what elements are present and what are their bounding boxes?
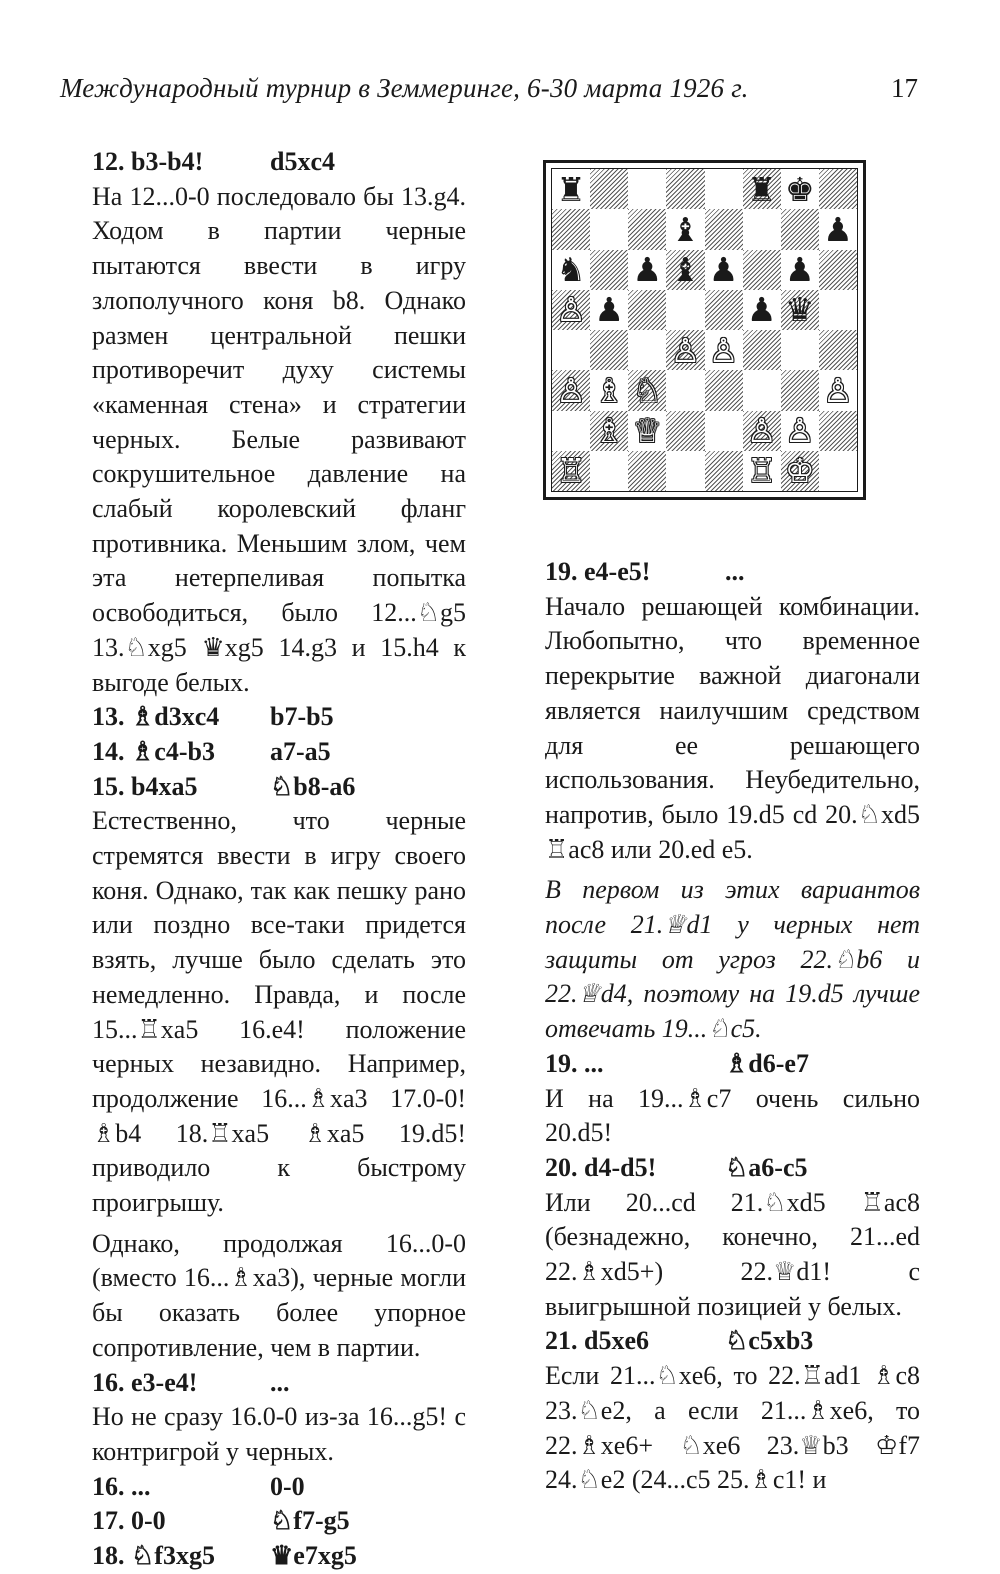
running-header bbox=[60, 70, 918, 106]
chess-piece-glyph: ♟ bbox=[708, 250, 739, 290]
chess-piece-a6 bbox=[552, 250, 590, 290]
chess-piece-glyph: ♙ bbox=[670, 330, 701, 370]
move-line bbox=[92, 1539, 466, 1574]
chess-piece-glyph: ♙ bbox=[556, 370, 586, 410]
board-square-e5 bbox=[705, 290, 743, 330]
move-line bbox=[92, 145, 466, 180]
chess-piece-f8 bbox=[743, 169, 781, 209]
board-square-g4 bbox=[781, 330, 819, 370]
board-square-c1 bbox=[628, 451, 666, 491]
board-square-h1 bbox=[819, 451, 857, 491]
board-square-c4 bbox=[628, 330, 666, 370]
chess-piece-glyph: ♝ bbox=[670, 209, 701, 249]
board-square-f6 bbox=[743, 250, 781, 290]
header-title: Международный турнир в Земмеринге, 6-30 марта 1926 г. bbox=[60, 73, 749, 103]
board-square-h5 bbox=[819, 290, 857, 330]
black-move: ♘f7-g5 bbox=[270, 1506, 350, 1536]
chess-piece-g2 bbox=[781, 411, 819, 451]
chess-piece-a8 bbox=[552, 169, 590, 209]
move-line bbox=[92, 770, 466, 805]
chess-piece-glyph: ♙ bbox=[746, 411, 777, 451]
move-line bbox=[92, 700, 466, 735]
board-square-h4 bbox=[819, 330, 857, 370]
white-move: 17. 0-0 bbox=[92, 1506, 166, 1536]
chess-piece-glyph: ♛ bbox=[785, 290, 815, 330]
chess-piece-e6 bbox=[705, 250, 743, 290]
board-square-e8 bbox=[705, 169, 743, 209]
board-square-h6 bbox=[819, 250, 857, 290]
board-square-h2 bbox=[819, 411, 857, 451]
move-line bbox=[545, 1151, 920, 1186]
chess-piece-glyph: ♕ bbox=[632, 411, 663, 451]
italic-commentary: В первом из этих вариантов после 21.♕d1 у черных нет защиты от угроз 22.♘b6 и 22.♕d4, поэтому на 19.d5 лучше отвечать 19...♘c5. bbox=[545, 875, 920, 1044]
chess-piece-g1 bbox=[781, 451, 819, 491]
commentary-paragraph: На 12...0-0 последовало бы 13.g4. Ходом в партии черные пытаются ввести в игру злополучного коня b8. Однако размен центральной пешки противоречит духу системы «каменная стена» и стратегии черных. Белые развивают сокрушительное давление на слабый королевский фланг противника. Меньшим злом, чем эта нетерпеливая попытка освободиться, было 12...♘g5 13.♘xg5 ♛xg5 14.g3 и 15.h4 к выгоде белых. bbox=[92, 181, 466, 697]
board-square-a4 bbox=[552, 330, 590, 370]
black-move: a7-a5 bbox=[270, 736, 331, 766]
chess-piece-c3 bbox=[628, 370, 666, 410]
board-square-d8 bbox=[666, 169, 704, 209]
black-move: ♗d6-e7 bbox=[725, 1048, 809, 1078]
chess-piece-b5 bbox=[590, 290, 628, 330]
chess-piece-glyph: ♟ bbox=[632, 250, 663, 290]
white-move: 13. ♗d3xc4 bbox=[92, 702, 220, 732]
board-square-g7 bbox=[781, 209, 819, 249]
chess-piece-d4 bbox=[666, 330, 704, 370]
board-square-e1 bbox=[705, 451, 743, 491]
move-line bbox=[545, 1324, 920, 1359]
chess-piece-g5 bbox=[781, 290, 819, 330]
chess-piece-g8 bbox=[781, 169, 819, 209]
black-move: ♘b8-a6 bbox=[270, 771, 356, 801]
move-line bbox=[92, 1366, 466, 1401]
black-move: ♘c5xb3 bbox=[725, 1326, 814, 1356]
board-square-g3 bbox=[781, 370, 819, 410]
chess-piece-f1 bbox=[743, 451, 781, 491]
chess-piece-g6 bbox=[781, 250, 819, 290]
board-square-d1 bbox=[666, 451, 704, 491]
chess-piece-glyph: ♙ bbox=[785, 411, 815, 451]
move-line bbox=[92, 1504, 466, 1539]
black-move: 0-0 bbox=[270, 1471, 305, 1501]
commentary-paragraph: Начало решающей комбинации. Любопытно, что временное перекрытие важной диагонали является наилучшим средством для ее решающего использования. Неубедительно, напротив, было 19.d5 cd 20.♘xd5 ♖ac8 или 20.ed e5. bbox=[545, 591, 920, 864]
chess-piece-d6 bbox=[666, 250, 704, 290]
right-column bbox=[545, 555, 920, 1498]
chess-piece-glyph: ♟ bbox=[785, 250, 815, 290]
page-number: 17 bbox=[891, 73, 918, 103]
chess-piece-b2 bbox=[590, 411, 628, 451]
white-move: 15. b4xa5 bbox=[92, 771, 198, 801]
chess-piece-glyph: ♞ bbox=[556, 250, 586, 290]
chess-piece-glyph: ♝ bbox=[670, 250, 701, 290]
board-square-b4 bbox=[590, 330, 628, 370]
chess-piece-h7 bbox=[819, 209, 857, 249]
commentary-paragraph: Или 20...cd 21.♘xd5 ♖ac8 (безнадежно, конечно, 21...ed 22.♗xd5+) 22.♕d1! с выигрышной позицией у белых. bbox=[545, 1187, 920, 1321]
board-square-h8 bbox=[819, 169, 857, 209]
white-move: 19. e4-e5! bbox=[545, 557, 651, 586]
chess-piece-glyph: ♖ bbox=[746, 451, 777, 491]
black-move: d5xc4 bbox=[270, 147, 335, 176]
commentary-paragraph: Но не сразу 16.0-0 из-за 16...g5! с контригрой у черных. bbox=[92, 1402, 466, 1466]
board-square-b7 bbox=[590, 209, 628, 249]
chess-piece-d7 bbox=[666, 209, 704, 249]
board-square-b8 bbox=[590, 169, 628, 209]
chess-piece-glyph: ♜ bbox=[746, 169, 777, 209]
commentary-paragraph: Однако, продолжая 16...0-0 (вместо 16...♗xa3), черные могли бы оказать более упорное сопротивление, чем в партии. bbox=[92, 1228, 466, 1362]
black-move: ♛e7xg5 bbox=[270, 1541, 357, 1571]
board-square-b6 bbox=[590, 250, 628, 290]
white-move: 18. ♘f3xg5 bbox=[92, 1541, 215, 1571]
commentary-paragraph: Если 21...♘xe6, то 22.♖ad1 ♗c8 23.♘e2, а если 21...♗xe6, то 22.♗xe6+ ♘xe6 23.♕b3 ♔f7 24.♘e2 (24...c5 25.♗c1! и bbox=[545, 1361, 920, 1495]
white-move: 19. ... bbox=[545, 1048, 604, 1078]
white-move: 14. ♗c4-b3 bbox=[92, 736, 215, 766]
board-square-a2 bbox=[552, 411, 590, 451]
board-square-c7 bbox=[628, 209, 666, 249]
black-move: ... bbox=[725, 557, 745, 586]
black-move: b7-b5 bbox=[270, 702, 334, 732]
chess-piece-glyph: ♟ bbox=[746, 290, 777, 330]
board-square-d3 bbox=[666, 370, 704, 410]
chess-piece-glyph: ♙ bbox=[556, 290, 586, 330]
board-square-f4 bbox=[743, 330, 781, 370]
move-line bbox=[92, 1470, 466, 1505]
black-move: ... bbox=[270, 1367, 290, 1397]
board-square-b1 bbox=[590, 451, 628, 491]
chess-piece-glyph: ♟ bbox=[594, 290, 624, 330]
chess-piece-glyph: ♘ bbox=[632, 370, 663, 410]
board-square-f7 bbox=[743, 209, 781, 249]
chess-piece-glyph: ♜ bbox=[556, 169, 586, 209]
board-square-e3 bbox=[705, 370, 743, 410]
chess-piece-a3 bbox=[552, 370, 590, 410]
commentary-paragraph: И на 19...♗c7 очень сильно 20.d5! bbox=[545, 1083, 920, 1148]
move-line bbox=[545, 1047, 920, 1082]
chess-piece-a5 bbox=[552, 290, 590, 330]
chess-piece-a1 bbox=[552, 451, 590, 491]
chess-piece-glyph: ♖ bbox=[556, 451, 586, 491]
chess-piece-f2 bbox=[743, 411, 781, 451]
chess-piece-glyph: ♚ bbox=[785, 169, 815, 209]
chess-piece-glyph: ♙ bbox=[823, 370, 853, 410]
board-square-c8 bbox=[628, 169, 666, 209]
board-square-d2 bbox=[666, 411, 704, 451]
board-square-e7 bbox=[705, 209, 743, 249]
chess-piece-glyph: ♟ bbox=[823, 209, 853, 249]
board-square-a7 bbox=[552, 209, 590, 249]
white-move: 12. b3-b4! bbox=[92, 147, 204, 176]
board-square-d5 bbox=[666, 290, 704, 330]
board-square-e2 bbox=[705, 411, 743, 451]
black-move: ♘a6-c5 bbox=[725, 1152, 808, 1182]
chess-piece-c6 bbox=[628, 250, 666, 290]
left-column bbox=[92, 145, 466, 1574]
white-move: 16. e3-e4! bbox=[92, 1367, 198, 1397]
white-move: 16. ... bbox=[92, 1471, 151, 1501]
chess-piece-h3 bbox=[819, 370, 857, 410]
chess-diagram bbox=[543, 160, 866, 500]
board-frame bbox=[543, 160, 866, 500]
move-line bbox=[545, 555, 920, 590]
chess-piece-glyph: ♔ bbox=[785, 451, 815, 491]
chess-piece-b3 bbox=[590, 370, 628, 410]
chess-piece-c2 bbox=[628, 411, 666, 451]
commentary-paragraph: Естественно, что черные стремятся ввести в игру своего коня. Однако, так как пешку рано или поздно все-таки придется взять, лучше было сделать это немедленно. Правда, и после 15...♖xa5 16.e4! положение черных незавидно. Например, продолжение 16...♗xa3 17.0-0! ♗b4 18.♖xa5 ♗xa5 19.d5! приводило к быстрому проигрышу. bbox=[92, 806, 466, 1218]
white-move: 21. d5xe6 bbox=[545, 1326, 649, 1356]
chess-piece-glyph: ♗ bbox=[594, 370, 624, 410]
board-square-c5 bbox=[628, 290, 666, 330]
chess-piece-glyph: ♙ bbox=[708, 330, 739, 370]
board-square-f3 bbox=[743, 370, 781, 410]
board-grid bbox=[551, 168, 858, 492]
chess-piece-f5 bbox=[743, 290, 781, 330]
chess-piece-e4 bbox=[705, 330, 743, 370]
move-line bbox=[92, 735, 466, 770]
white-move: 20. d4-d5! bbox=[545, 1152, 657, 1182]
chess-piece-glyph: ♗ bbox=[594, 411, 624, 451]
